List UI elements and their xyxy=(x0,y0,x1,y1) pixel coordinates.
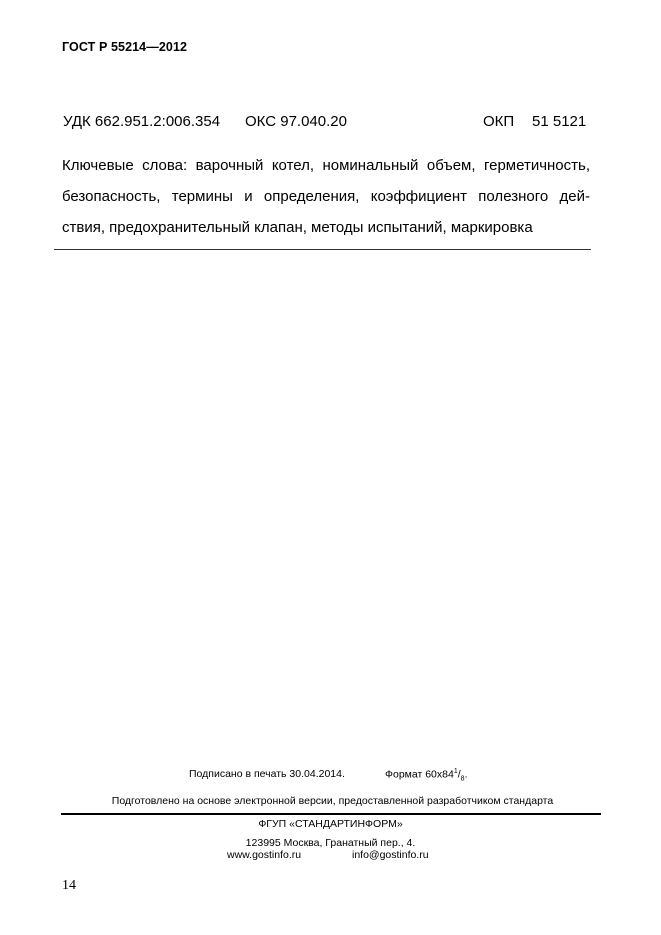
okp-code: 51 5121 xyxy=(532,113,587,130)
paper-format xyxy=(385,768,467,783)
publisher-address: 123995 Москва, Гранатный пер., 4. xyxy=(245,837,416,849)
keywords-line: Ключевые слова: варочный котел, номинальный объем, герметичность, xyxy=(62,157,590,174)
format-suffix: . xyxy=(464,768,468,781)
publisher-email-link[interactable]: info@gostinfo.ru xyxy=(352,849,429,861)
keywords-paragraph xyxy=(62,150,590,243)
keywords-line: ствия, предохранительный клапан, методы испытаний, маркировка xyxy=(62,219,533,236)
format-numerator: 1 xyxy=(453,768,458,775)
section-divider xyxy=(54,249,591,250)
keywords-line: безопасность, термины и определения, коэффициент полезного дей- xyxy=(62,188,590,205)
page-number: 14 xyxy=(62,878,76,893)
imprint-divider xyxy=(61,813,601,815)
publisher-website-link[interactable]: www.gostinfo.ru xyxy=(227,849,302,861)
signed-to-print: Подписано в печать 30.04.2014. xyxy=(189,768,345,780)
udk-classifier: УДК 662.951.2:006.354 xyxy=(63,113,221,130)
oks-classifier: ОКС 97.040.20 xyxy=(245,113,347,130)
format-slash: / xyxy=(457,768,461,781)
okp-label: ОКП xyxy=(483,113,515,130)
format-prefix: Формат 60x84 xyxy=(385,768,454,781)
prepared-note: Подготовлено на основе электронной версии, предоставленной разработчиком стандарта xyxy=(111,795,554,807)
standard-code-header: ГОСТ Р 55214—2012 xyxy=(62,40,188,54)
format-denominator: 8 xyxy=(460,775,465,783)
publisher-name: ФГУП «СТАНДАРТИНФОРМ» xyxy=(258,818,403,830)
